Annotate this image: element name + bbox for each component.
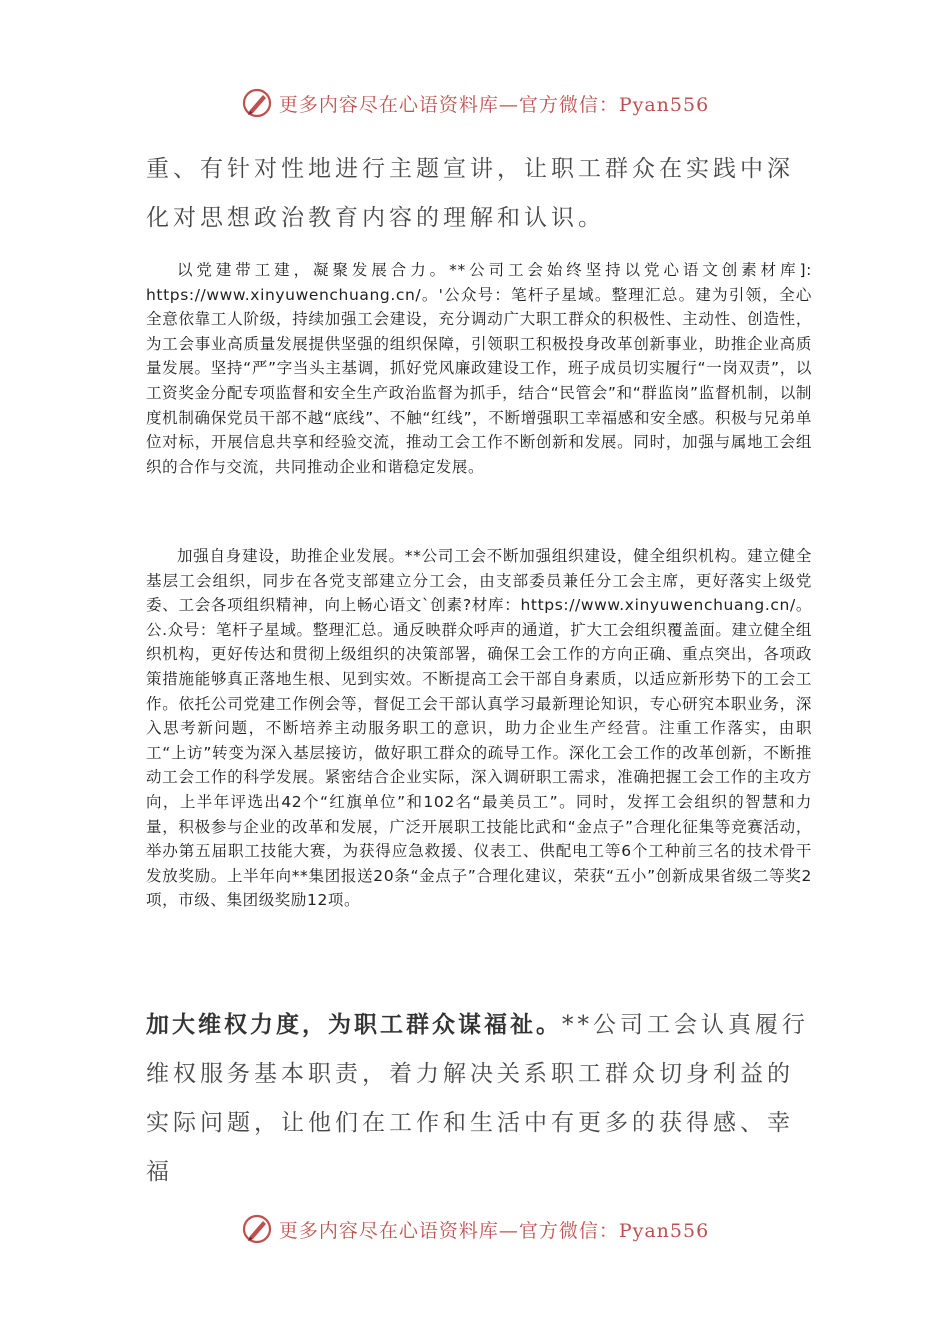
body-paragraph: 以党建带工建，凝聚发展合力。**公司工会始终坚持以党心语文创素材库]: https://www.xinyuwenchuang.cn/。'公众号：笔杆子星域。整理汇总。建为引领，全心全意依靠工人阶级，持续加强工会建设，充分调动广大职工群众的积极性、主动性、创造性，为工会事业高质量发展提供坚强的组织保障，引领职工积极投身改革创新事业，助推企业高质量发展。坚持“严”字当头主基调，抓好党风廉政建设工作，班子成员切实履行“一岗双责”，以工资奖金分配专项监督和安全生产政治监督为抓手，结合“民管会”和“群监岗”监督机制，以制度机制确保党员干部不越“底线”、不触“红线”，不断增强职工幸福感和安全感。积极与兄弟单位对标，开展信息共享和经验交流，推动工会工作不断创新和发展。同时，加强与属地工会组织的合作与交流，共同推动企业和谐稳定发展。 <box>146 261 812 476</box>
footer-banner: 更多内容尽在心语资料库—官方微信：Pyan556 <box>278 1219 710 1242</box>
lead-text: 重、有针对性地进行主题宣讲，让职工群众在实践中深化对思想政治教育内容的理解和认识。 <box>146 156 794 231</box>
body-paragraph: 加强自身建设，助推企业发展。**公司工会不断加强组织建设，健全组织机构。建立健全基层工会组织，同步在各党支部建立分工会，由支部委员兼任分工会主席，更好落实上级党委、工会各项组织精神，向上畅心语文`创素?材库：https://www.xinyuwenchuang.cn/。公.众号：笔杆子星域。整理汇总。通反映群众呼声的通道，扩大工会组织覆盖面。建立健全组织机构，更好传达和贯彻上级组织的决策部署，确保工会工作的方向正确、重点突出，各项政策措施能够真正落地生根、见到实效。不断提高工会干部自身素质，以适应新形势下的工会工作。依托公司党建工作例会等，督促工会干部认真学习最新理论知识，专心研究本职业务，深入思考新问题，不断培养主动服务职工的意识，助力企业生产经营。注重工作落实，由职工“上访”转变为深入基层接访，做好职工群众的疏导工作。深化工会工作的改革创新，不断推动工会工作的科学发展。紧密结合企业实际，深入调研职工需求，准确把握工会工作的主攻方向，上半年评选出42个“红旗单位”和102名“最美员工”。同时，发挥工会组织的智慧和力量，积极参与企业的改革和发展，广泛开展职工技能比武和“金点子”合理化征集等竞赛活动，举办第五届职工技能大赛，为获得应急救援、仪表工、供配电工等6个工种前三名的技术骨干发放奖励。上半年向**集团报送20条“金点子”合理化建议，荣获“五小”创新成果省级二等奖2项，市级、集团级奖励12项。 <box>146 547 812 910</box>
pen-circle-logo-icon <box>241 87 273 119</box>
tail-text: **公司工会认真履行维权服务基本职责，着力解决关系职工群众切身利益的实际问题，让他们在工作和生活中有更多的获得感、幸福 <box>146 1012 809 1185</box>
tail-bold-lead: 加大维权力度，为职工群众谋福祉。 <box>146 1011 562 1038</box>
header-banner: 更多内容尽在心语资料库—官方微信：Pyan556 <box>278 93 710 116</box>
tail-paragraph <box>146 1000 810 1197</box>
page-header <box>0 85 950 121</box>
page-footer <box>0 1211 950 1247</box>
pen-circle-logo-icon <box>241 1213 273 1245</box>
